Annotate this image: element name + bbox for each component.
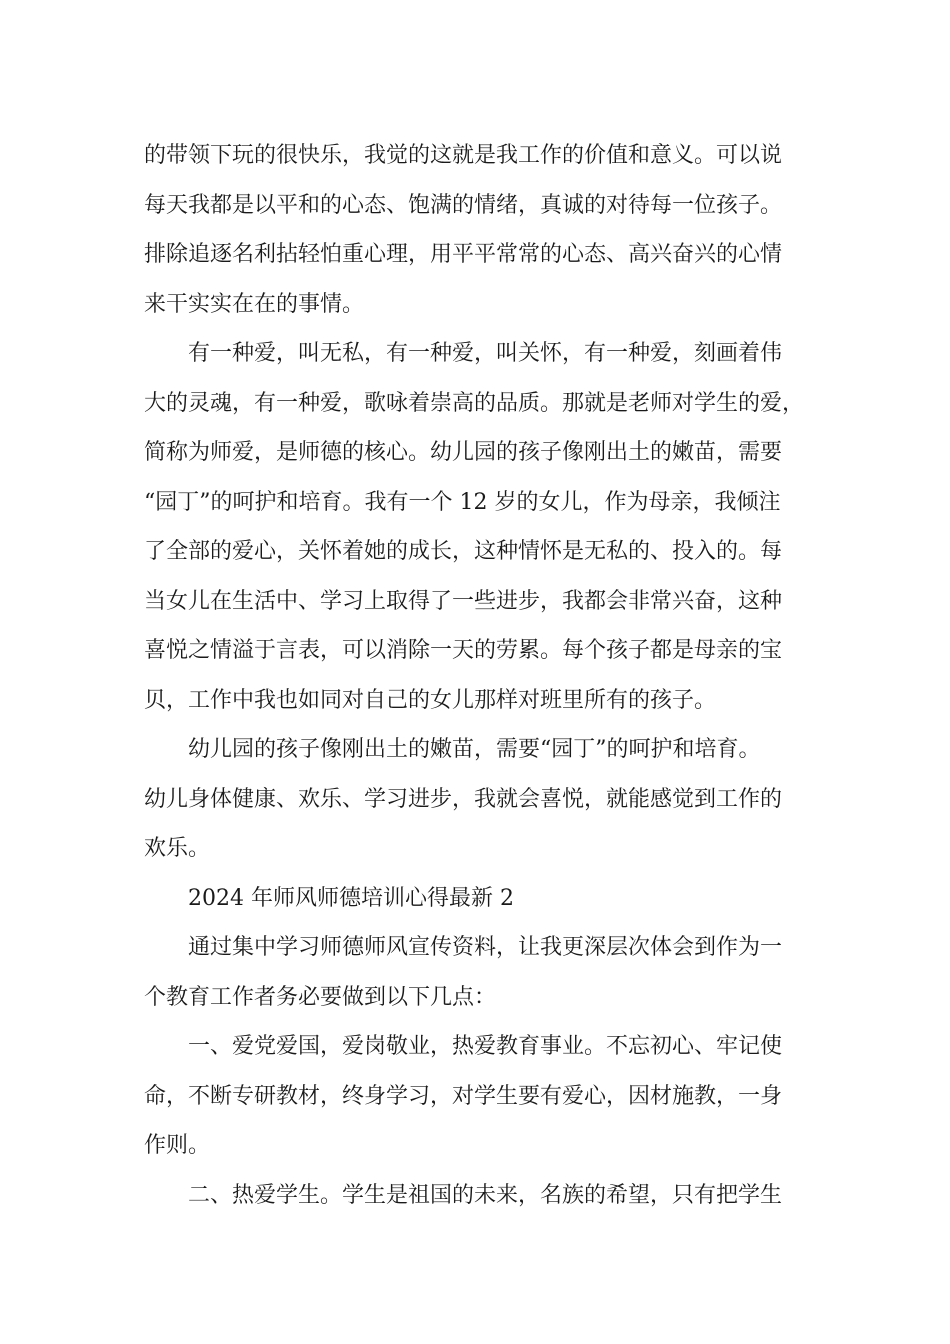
text-line: 贝，工作中我也如同对自己的女儿那样对班里所有的孩子。 [144, 687, 717, 713]
text-line: 作则。 [144, 1133, 211, 1158]
text-line: 命，不断专研教材，终身学习，对学生要有爱心，因材施教，一身 [144, 1083, 783, 1109]
document-body [144, 131, 810, 1220]
paragraph-start-line: 幼儿园的孩子像刚出土的嫩苗，需要“园丁”的呵护和培育。 [188, 737, 761, 762]
paragraph-start-line: 二、热爱学生。学生是祖国的未来，名族的希望，只有把学生 [188, 1182, 783, 1208]
text-line: 欢乐。 [144, 836, 211, 861]
paragraph-start-line: 有一种爱，叫无私，有一种爱，叫关怀，有一种爱，刻画着伟 [188, 341, 783, 366]
section-heading: 2024 年师风师德培训心得最新 2 [188, 885, 514, 911]
text-line: 个教育工作者务必要做到以下几点： [144, 984, 497, 1010]
paragraph-start-line: 通过集中学习师德师风宣传资料，让我更深层次体会到作为一 [188, 935, 783, 960]
text-line: “园丁”的呵护和培育。我有一个 12 岁的女儿，作为母亲，我倾注 [144, 489, 781, 515]
text-line: 当女儿在生活中、学习上取得了一些进步，我都会非常兴奋，这种 [144, 588, 783, 614]
paragraph-start-line: 一、爱党爱国，爱岗敬业，热爱教育事业。不忘初心、牢记使 [188, 1034, 783, 1059]
text-line: 每天我都是以平和的心态、饱满的情绪，真诚的对待每一位孩子。 [144, 192, 783, 218]
text-line: 的带领下玩的很快乐，我觉的这就是我工作的价值和意义。可以说 [144, 143, 783, 168]
text-line: 幼儿身体健康、欢乐、学习进步，我就会喜悦，就能感觉到工作的 [144, 786, 783, 812]
text-line: 了全部的爱心，关怀着她的成长，这种情怀是无私的、投入的。每 [144, 539, 783, 564]
text-line: 简称为师爱，是师德的核心。幼儿园的孩子像刚出土的嫩苗，需要 [144, 440, 783, 465]
text-line: 排除追逐名利拈轻怕重心理，用平平常常的心态、高兴奋兴的心情 [144, 242, 783, 267]
text-line: 来干实实在在的事情。 [144, 291, 365, 317]
text-line: 大的灵魂，有一种爱，歌咏着崇高的品质。那就是老师对学生的爱， [144, 390, 805, 416]
text-line: 喜悦之情溢于言表，可以消除一天的劳累。每个孩子都是母亲的宝 [144, 638, 783, 663]
